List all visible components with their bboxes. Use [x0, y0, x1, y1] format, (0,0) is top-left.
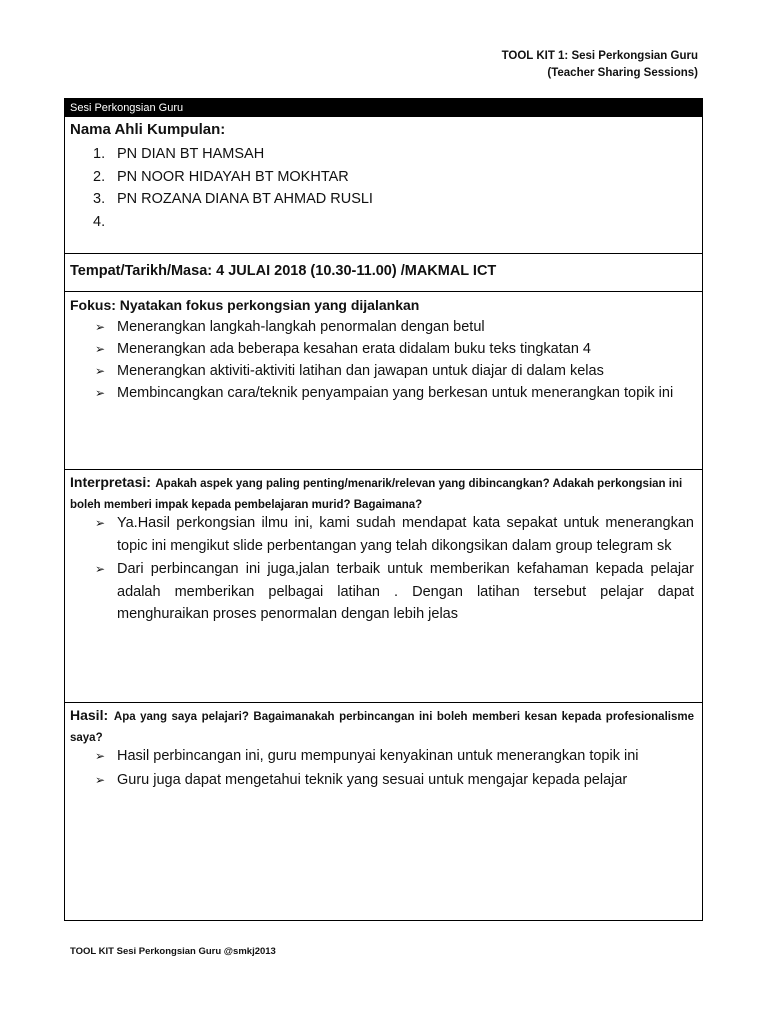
focus-bullet	[95, 338, 694, 360]
sharing-session-form	[64, 98, 703, 921]
result-section	[65, 702, 702, 920]
member-name: PN DIAN BT HAMSAH	[117, 146, 265, 162]
place-date-time-section	[65, 253, 702, 291]
arrow-bullet-icon: ➢	[95, 562, 106, 576]
header-title: TOOL KIT 1: Sesi Perkongsian Guru	[501, 50, 698, 62]
focus-section	[65, 291, 702, 469]
interpretation-bullet-text: Ya.Hasil perkongsian ilmu ini, kami sudah mendapat kata sepakat untuk menerangkan topic ini mengikut slide perbentangan yang telah dikongsikan dalam group telegram sk	[117, 515, 694, 554]
interpretation-bullet	[95, 558, 694, 626]
member-number: 3.	[93, 191, 106, 207]
member-name: PN ROZANA DIANA BT AHMAD RUSLI	[117, 191, 373, 207]
member-item	[93, 143, 373, 166]
interpretation-bullet-text: Dari perbincangan ini juga,jalan terbaik untuk memberikan kefahaman kepada pelajar adalah memberikan pelbagai latihan . Dengan latihan tersebut pelajar dapat menghuraikan proses penormalan dengan lebih jelas	[117, 561, 694, 622]
result-bullet	[95, 770, 694, 791]
members-heading: Nama Ahli Kumpulan:	[70, 121, 226, 138]
arrow-bullet-icon: ➢	[95, 749, 106, 763]
arrow-bullet-icon: ➢	[95, 342, 106, 356]
focus-bullet	[95, 316, 694, 338]
interpretation-question: Apakah aspek yang paling penting/menarik/relevan yang dibincangkan? Adakah perkongsian ini boleh memberi impak kepada pembelajaran murid? Bagaimana?	[70, 478, 683, 511]
interpretation-label: Interpretasi:	[70, 474, 151, 490]
result-bullet-text: Guru juga dapat mengetahui teknik yang sesuai untuk mengajar kepada pelajar	[117, 772, 628, 788]
interpretation-section	[65, 469, 702, 702]
header-subtitle: (Teacher Sharing Sessions)	[547, 67, 698, 79]
focus-bullet-list	[95, 316, 694, 404]
member-number: 2.	[93, 168, 106, 185]
focus-bullet-text: Menerangkan langkah-langkah penormalan dengan betul	[117, 319, 485, 335]
members-list	[93, 143, 373, 233]
focus-bullet-text: Membincangkan cara/teknik penyampaian yang berkesan untuk menerangkan topik ini	[117, 385, 674, 401]
arrow-bullet-icon: ➢	[95, 516, 106, 530]
place-date-time-line	[70, 263, 496, 279]
arrow-bullet-icon: ➢	[95, 320, 106, 334]
interpretation-bullet-list	[95, 512, 694, 627]
place-value: 4 JULAI 2018 (10.30-11.00) /MAKMAL ICT	[216, 263, 497, 279]
result-label: Hasil:	[70, 707, 109, 723]
member-number: 4.	[93, 213, 106, 230]
member-name: PN NOOR HIDAYAH BT MOKHTAR	[117, 168, 349, 185]
focus-bullet	[95, 360, 694, 382]
document-header	[502, 48, 698, 82]
member-item	[93, 166, 373, 189]
interpretation-bullet	[95, 512, 694, 557]
focus-heading: Fokus: Nyatakan fokus perkongsian yang dijalankan	[70, 297, 420, 313]
arrow-bullet-icon: ➢	[95, 364, 106, 378]
result-bullet-list	[95, 746, 694, 794]
result-bullet	[95, 746, 694, 767]
member-item	[93, 188, 373, 211]
member-item	[93, 211, 373, 234]
focus-bullet	[95, 382, 694, 404]
arrow-bullet-icon: ➢	[95, 386, 106, 400]
result-heading	[70, 706, 694, 748]
arrow-bullet-icon: ➢	[95, 773, 106, 787]
result-bullet-text: Hasil perbincangan ini, guru mempunyai kenyakinan untuk menerangkan topik ini	[117, 748, 639, 764]
place-label: Tempat/Tarikh/Masa:	[70, 263, 213, 279]
member-number: 1.	[93, 146, 106, 162]
focus-bullet-text: Menerangkan aktiviti-aktiviti latihan dan jawapan untuk diajar di dalam kelas	[117, 363, 604, 379]
document-footer: TOOL KIT Sesi Perkongsian Guru @smkj2013	[70, 946, 276, 957]
interpretation-heading	[70, 473, 694, 515]
form-title-bar: Sesi Perkongsian Guru	[65, 99, 702, 117]
members-section	[65, 117, 702, 253]
focus-bullet-text: Menerangkan ada beberapa kesahan erata didalam buku teks tingkatan 4	[117, 341, 591, 357]
result-question: Apa yang saya pelajari? Bagaimanakah perbincangan ini boleh memberi kesan kepada profesionalisme saya?	[70, 711, 694, 744]
